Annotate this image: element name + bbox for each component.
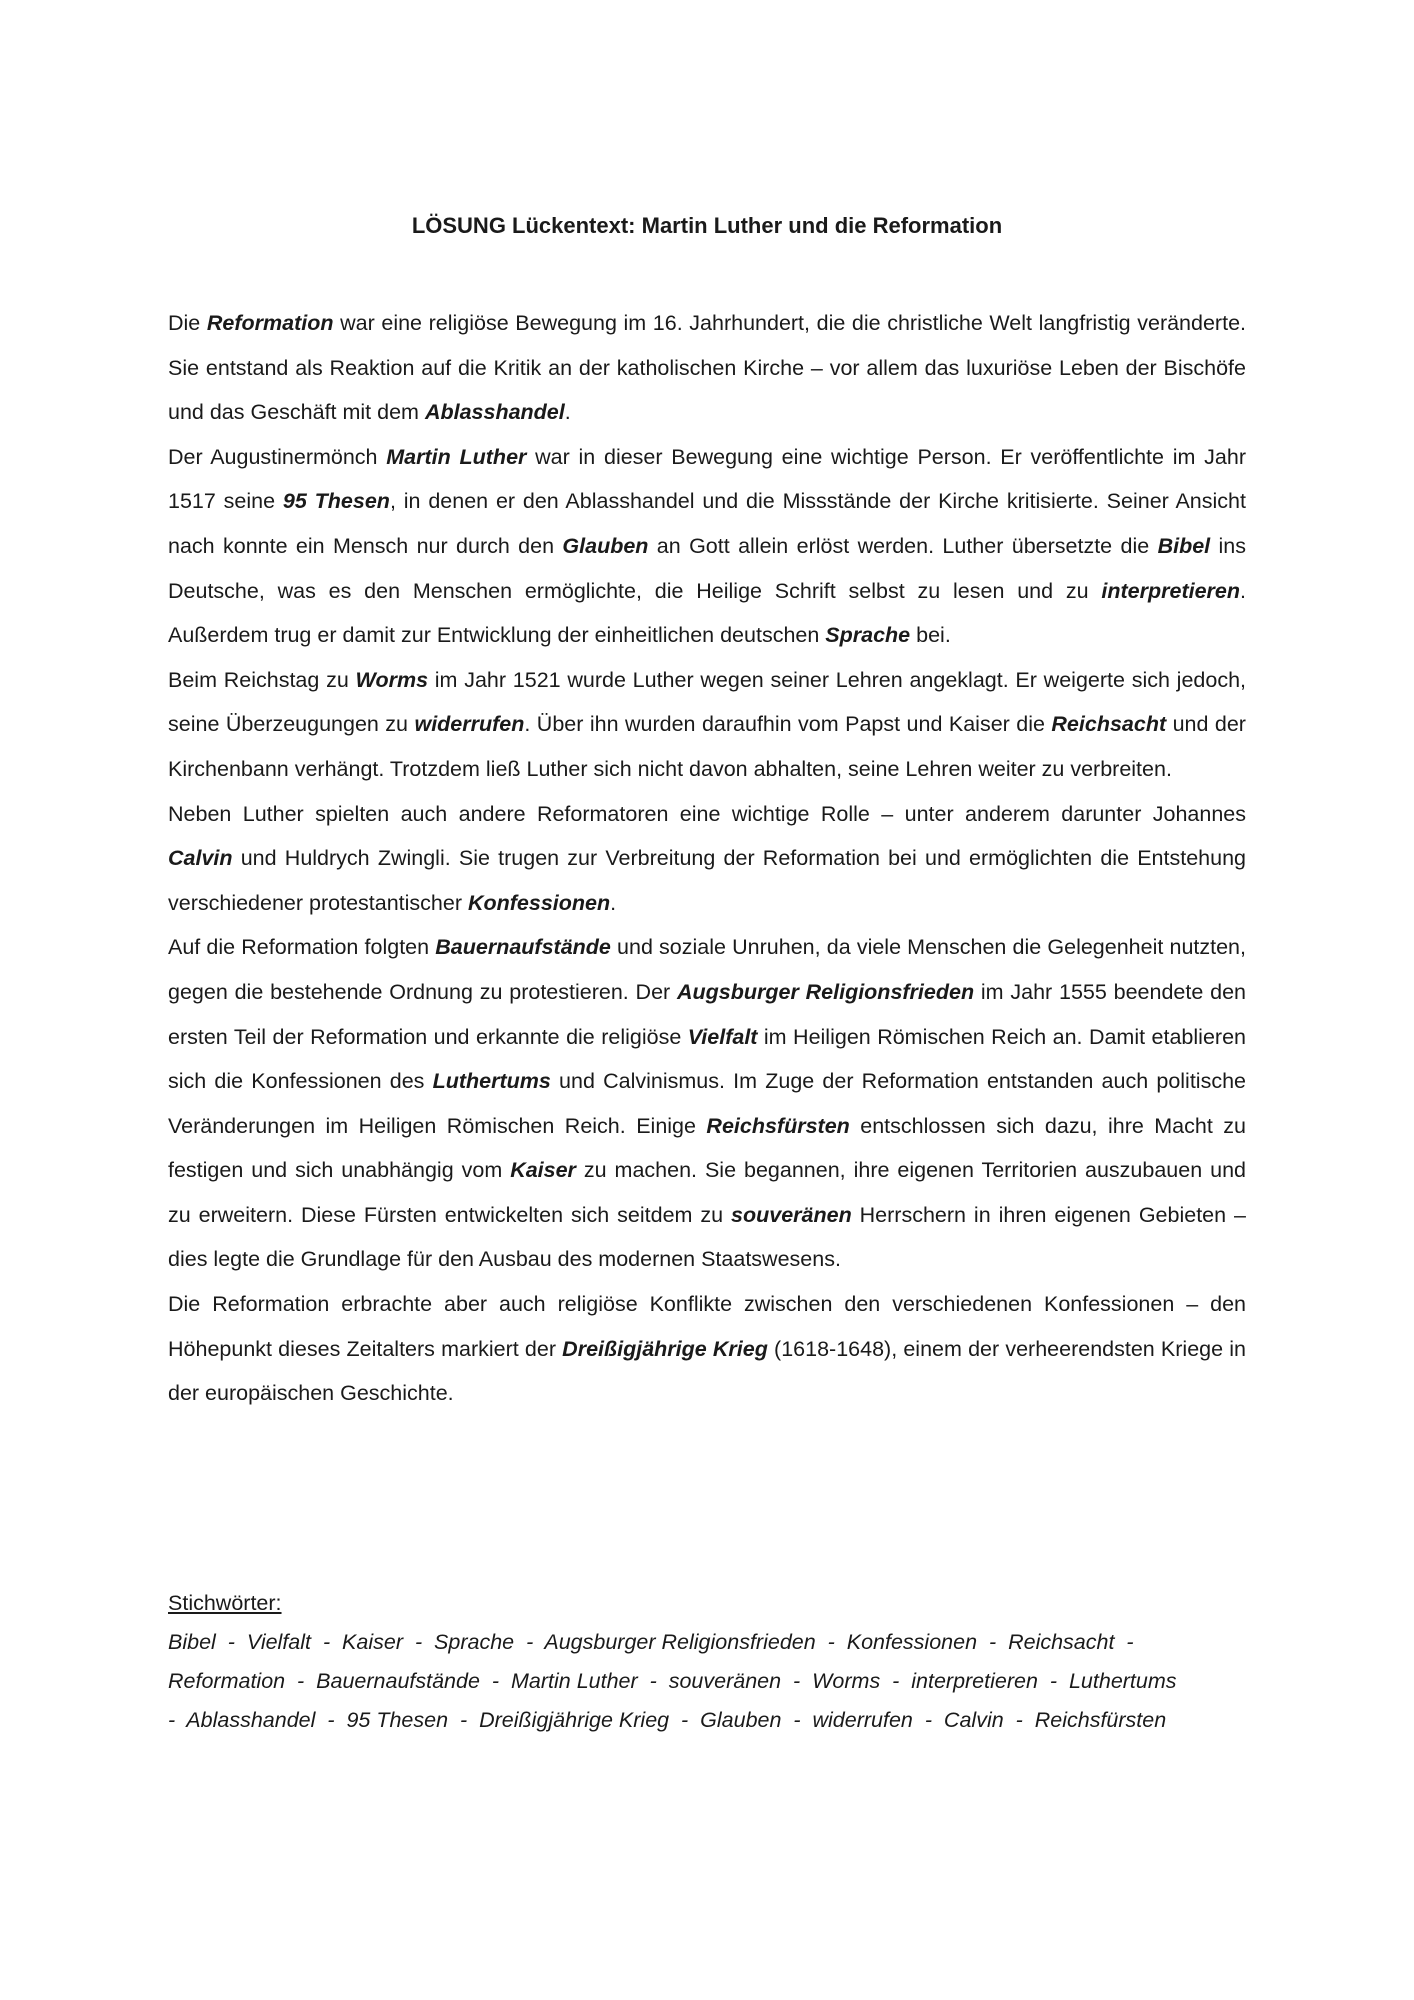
text-segment: im Jahr 1555 beendete den ersten Teil der Reformation und erkannte die religiöse <box>168 979 1246 1049</box>
paragraph <box>168 301 1246 435</box>
text-segment: Die Reformation erbrachte aber auch religiöse Konflikte zwischen den verschiedenen Konfessionen – den Höhepunkt dieses Zeitalters markiert der <box>168 1292 1246 1361</box>
paragraph <box>168 1282 1246 1416</box>
paragraph <box>168 435 1246 658</box>
solution-word: Glauben <box>562 533 649 558</box>
text-segment: und Calvinismus. Im Zuge der Reformation entstanden auch politische Veränderungen im Heiligen Römischen Reich. Einige <box>168 1069 1246 1138</box>
solution-word: Augsburger Religionsfrieden <box>677 979 975 1004</box>
text-segment: . <box>610 890 617 915</box>
solution-word: Ablasshandel <box>424 400 565 425</box>
solution-word: Vielfalt <box>687 1024 758 1049</box>
text-segment: bei. <box>910 623 951 648</box>
text-segment: im Heiligen Römischen Reich an. Damit etablieren sich die Konfessionen des <box>168 1024 1246 1094</box>
page-title: LÖSUNG Lückentext: Martin Luther und die Reformation <box>411 213 1003 238</box>
text-segment: Beim Reichstag zu <box>168 667 356 692</box>
solution-word: interpretieren <box>1101 578 1241 603</box>
solution-word: Sprache <box>825 623 911 648</box>
solution-word: Kaiser <box>510 1158 576 1183</box>
keywords-list <box>168 1623 1246 1740</box>
text-segment: an Gott allein erlöst werden. Luther übersetzte die <box>648 533 1158 558</box>
solution-word: 95 Thesen <box>282 489 390 514</box>
text-segment: . Über ihn wurden daraufhin vom Papst und Kaiser die <box>524 712 1052 737</box>
paragraph <box>168 658 1246 792</box>
solution-word: Martin Luther <box>386 444 527 469</box>
solution-word: Konfessionen <box>467 890 611 915</box>
text-segment: war eine religiöse Bewegung im 16. Jahrhundert, die die christliche Welt langfristig veränderte. Sie entstand als Reaktion auf die Kritik an der katholischen Kirche – vor allem das luxuriöse Leben der Bischöfe und das Geschäft mit dem <box>168 311 1246 425</box>
solution-word: Reichsacht <box>1051 712 1167 737</box>
keywords-line: Bibel - Vielfalt - Kaiser - Sprache - Augsburger Religionsfrieden - Konfessionen - Reichsacht - <box>168 1630 1134 1654</box>
text-segment: ins Deutsche, was es den Menschen ermöglichte, die Heilige Schrift selbst zu lesen und zu <box>168 533 1246 603</box>
solution-word: Bibel <box>1157 533 1211 558</box>
solution-word: Reformation <box>206 311 334 335</box>
paragraph <box>168 792 1246 926</box>
text-segment: war in dieser Bewegung eine wichtige Person. Er veröffentlichte im Jahr 1517 seine <box>168 444 1246 514</box>
solution-word: Worms <box>355 667 429 692</box>
paragraph <box>168 925 1246 1282</box>
solution-word: Calvin <box>168 846 233 871</box>
text-segment: im Jahr 1521 wurde Luther wegen seiner Lehren angeklagt. Er weigerte sich jedoch, seine Überzeugungen zu <box>168 667 1247 737</box>
solution-word: widerrufen <box>414 712 525 737</box>
cloze-text-body <box>168 301 1246 1416</box>
text-segment: und der Kirchenbann verhängt. Trotzdem ließ Luther sich nicht davon abhalten, seine Lehren weiter zu verbreiten. <box>168 712 1246 781</box>
text-segment: . <box>564 400 571 425</box>
text-segment: , in denen er den Ablasshandel und die Missstände der Kirche kritisierte. Seiner Ansicht nach konnte ein Mensch nur durch den <box>168 489 1246 558</box>
text-segment: Neben Luther spielten auch andere Reformatoren eine wichtige Rolle – unter anderem darunter Johannes <box>168 801 1246 826</box>
solution-word: Bauernaufstände <box>435 935 611 960</box>
solution-word: Dreißigjährige Krieg <box>562 1336 768 1361</box>
text-segment: (1618-1648), einem der verheerendsten Kriege in der europäischen Geschichte. <box>168 1336 1246 1406</box>
text-segment: Die <box>168 311 207 335</box>
text-segment: entschlossen sich dazu, ihre Macht zu festigen und sich unabhängig vom <box>168 1113 1246 1183</box>
keywords-line: - Ablasshandel - 95 Thesen - Dreißigjährige Krieg - Glauben - widerrufen - Calvin - Reichsfürsten <box>168 1708 1167 1732</box>
text-segment: und soziale Unruhen, da viele Menschen die Gelegenheit nutzten, gegen die bestehende Ordnung zu protestieren. Der <box>168 935 1246 1004</box>
solution-word: souveränen <box>731 1202 852 1227</box>
text-segment: und Huldrych Zwingli. Sie trugen zur Verbreitung der Reformation bei und ermöglichten die Entstehung verschiedener protestantischer <box>168 846 1246 915</box>
text-segment: Der Augustinermönch <box>168 444 387 469</box>
keywords-heading: Stichwörter: <box>168 1591 282 1615</box>
solution-word: Luthertums <box>432 1069 551 1094</box>
keywords-line: Reformation - Bauernaufstände - Martin Luther - souveränen - Worms - interpretieren - Luthertums <box>168 1669 1177 1693</box>
text-segment: Herrschern in ihren eigenen Gebieten – dies legte die Grundlage für den Ausbau des modernen Staatswesens. <box>168 1202 1246 1272</box>
text-segment: . Außerdem trug er damit zur Entwicklung der einheitlichen deutschen <box>168 578 1246 648</box>
text-segment: Auf die Reformation folgten <box>168 935 436 960</box>
solution-word: Reichsfürsten <box>706 1113 850 1138</box>
text-segment: zu machen. Sie begannen, ihre eigenen Territorien auszubauen und zu erweitern. Diese Fürsten entwickelten sich seitdem zu <box>168 1158 1246 1227</box>
